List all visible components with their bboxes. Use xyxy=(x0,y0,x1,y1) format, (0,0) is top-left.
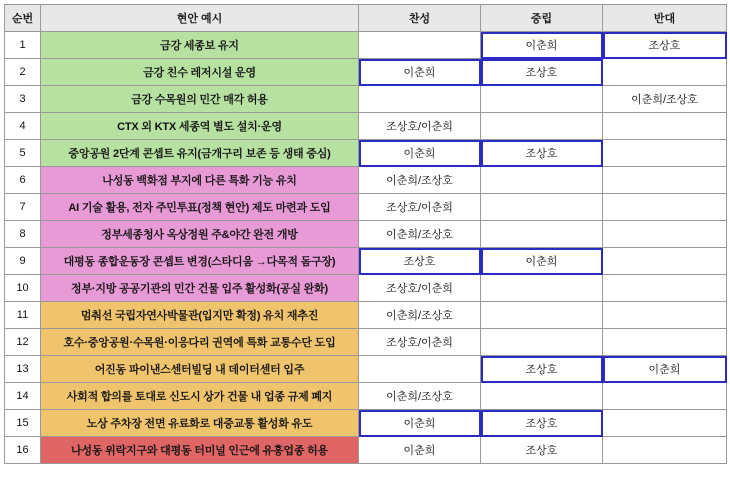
row-number: 15 xyxy=(5,410,41,437)
vote-cell-pro: 이춘희 xyxy=(359,437,481,464)
row-number: 4 xyxy=(5,113,41,140)
vote-cell-neutral xyxy=(481,275,603,302)
issue-text: 사회적 합의를 토대로 신도시 상가 건물 내 업종 규제 폐지 xyxy=(41,383,359,410)
vote-cell-pro: 조상호/이춘희 xyxy=(359,329,481,356)
issue-text: 멈춰선 국립자연사박물관(입지만 확정) 유치 재추진 xyxy=(41,302,359,329)
table-row xyxy=(5,356,727,383)
issue-text: CTX 외 KTX 세종역 별도 설치·운영 xyxy=(41,113,359,140)
table-row xyxy=(5,167,727,194)
row-number: 5 xyxy=(5,140,41,167)
issue-text: 금강 친수 레저시설 운영 xyxy=(41,59,359,86)
vote-cell-con xyxy=(603,302,727,329)
table-body xyxy=(5,32,727,464)
row-number: 9 xyxy=(5,248,41,275)
vote-cell-con xyxy=(603,140,727,167)
vote-cell-con: 조상호 xyxy=(603,32,727,59)
vote-cell-neutral xyxy=(481,302,603,329)
vote-cell-con xyxy=(603,167,727,194)
vote-cell-neutral: 조상호 xyxy=(481,140,603,167)
row-number: 10 xyxy=(5,275,41,302)
vote-cell-pro: 이춘희/조상호 xyxy=(359,167,481,194)
issue-text: 정부세종청사 옥상정원 주&야간 완전 개방 xyxy=(41,221,359,248)
vote-cell-pro: 이춘희 xyxy=(359,410,481,437)
table-row xyxy=(5,32,727,59)
header-no: 순번 xyxy=(5,5,41,32)
vote-cell-con xyxy=(603,383,727,410)
header-con: 반대 xyxy=(603,5,727,32)
issue-text: 나성동 백화점 부지에 다른 특화 기능 유치 xyxy=(41,167,359,194)
vote-cell-con xyxy=(603,329,727,356)
vote-cell-neutral xyxy=(481,383,603,410)
vote-cell-pro: 이춘희 xyxy=(359,140,481,167)
vote-cell-pro: 이춘희/조상호 xyxy=(359,383,481,410)
table-row xyxy=(5,302,727,329)
header-neutral: 중립 xyxy=(481,5,603,32)
vote-cell-con: 이춘희/조상호 xyxy=(603,86,727,113)
vote-cell-con xyxy=(603,221,727,248)
vote-cell-pro: 조상호/이춘희 xyxy=(359,113,481,140)
table-row xyxy=(5,383,727,410)
row-number: 7 xyxy=(5,194,41,221)
row-number: 11 xyxy=(5,302,41,329)
issue-text: 호수·중앙공원·수목원·이응다리 권역에 특화 교통수단 도입 xyxy=(41,329,359,356)
vote-cell-con xyxy=(603,410,727,437)
row-number: 14 xyxy=(5,383,41,410)
vote-cell-neutral: 조상호 xyxy=(481,437,603,464)
vote-cell-pro: 조상호/이춘희 xyxy=(359,275,481,302)
vote-cell-neutral xyxy=(481,113,603,140)
vote-cell-pro: 조상호 xyxy=(359,248,481,275)
issue-text: 정부·지방 공공기관의 민간 건물 입주 활성화(공실 완화) xyxy=(41,275,359,302)
table-row xyxy=(5,248,727,275)
row-number: 1 xyxy=(5,32,41,59)
issue-text: 금강 수목원의 민간 매각 허용 xyxy=(41,86,359,113)
vote-cell-neutral: 조상호 xyxy=(481,356,603,383)
row-number: 3 xyxy=(5,86,41,113)
issue-text: 금강 세종보 유지 xyxy=(41,32,359,59)
vote-cell-neutral xyxy=(481,194,603,221)
header-pro: 찬성 xyxy=(359,5,481,32)
table-row xyxy=(5,140,727,167)
header-issue: 현안 예시 xyxy=(41,5,359,32)
vote-cell-neutral xyxy=(481,86,603,113)
vote-cell-con xyxy=(603,113,727,140)
vote-cell-con xyxy=(603,194,727,221)
table-row xyxy=(5,86,727,113)
table-row xyxy=(5,59,727,86)
issue-text: 노상 주차장 전면 유료화로 대중교통 활성화 유도 xyxy=(41,410,359,437)
vote-cell-con: 이춘희 xyxy=(603,356,727,383)
row-number: 8 xyxy=(5,221,41,248)
vote-cell-neutral: 조상호 xyxy=(481,59,603,86)
vote-cell-con xyxy=(603,59,727,86)
vote-cell-pro: 이춘희/조상호 xyxy=(359,221,481,248)
header-row xyxy=(5,5,727,32)
issue-text: 어진동 파이낸스센터빌딩 내 데이터센터 입주 xyxy=(41,356,359,383)
vote-cell-neutral: 이춘희 xyxy=(481,32,603,59)
vote-cell-con xyxy=(603,275,727,302)
vote-cell-con xyxy=(603,248,727,275)
table-row xyxy=(5,329,727,356)
table-row xyxy=(5,437,727,464)
row-number: 6 xyxy=(5,167,41,194)
vote-cell-pro xyxy=(359,32,481,59)
vote-cell-neutral xyxy=(481,167,603,194)
issue-text: AI 기술 활용, 전자 주민투표(정책 현안) 제도 마련과 도입 xyxy=(41,194,359,221)
row-number: 12 xyxy=(5,329,41,356)
vote-cell-neutral: 이춘희 xyxy=(481,248,603,275)
vote-cell-neutral: 조상호 xyxy=(481,410,603,437)
vote-cell-con xyxy=(603,437,727,464)
issue-text: 나성동 위락지구와 대평동 터미널 인근에 유흥업종 허용 xyxy=(41,437,359,464)
row-number: 13 xyxy=(5,356,41,383)
issue-text: 중앙공원 2단계 콘셉트 유지(금개구리 보존 등 생태 중심) xyxy=(41,140,359,167)
row-number: 2 xyxy=(5,59,41,86)
table-row xyxy=(5,410,727,437)
issue-position-table xyxy=(4,4,727,464)
issue-text: 대평동 종합운동장 콘셉트 변경(스타디움 →다목적 돔구장) xyxy=(41,248,359,275)
vote-cell-pro: 이춘희 xyxy=(359,59,481,86)
row-number: 16 xyxy=(5,437,41,464)
vote-cell-pro xyxy=(359,86,481,113)
table-row xyxy=(5,275,727,302)
table-row xyxy=(5,194,727,221)
table-row xyxy=(5,113,727,140)
vote-cell-pro: 이춘희/조상호 xyxy=(359,302,481,329)
vote-cell-neutral xyxy=(481,329,603,356)
vote-cell-pro: 조상호/이춘희 xyxy=(359,194,481,221)
vote-cell-pro xyxy=(359,356,481,383)
vote-cell-neutral xyxy=(481,221,603,248)
table-header xyxy=(5,5,727,32)
table-row xyxy=(5,221,727,248)
